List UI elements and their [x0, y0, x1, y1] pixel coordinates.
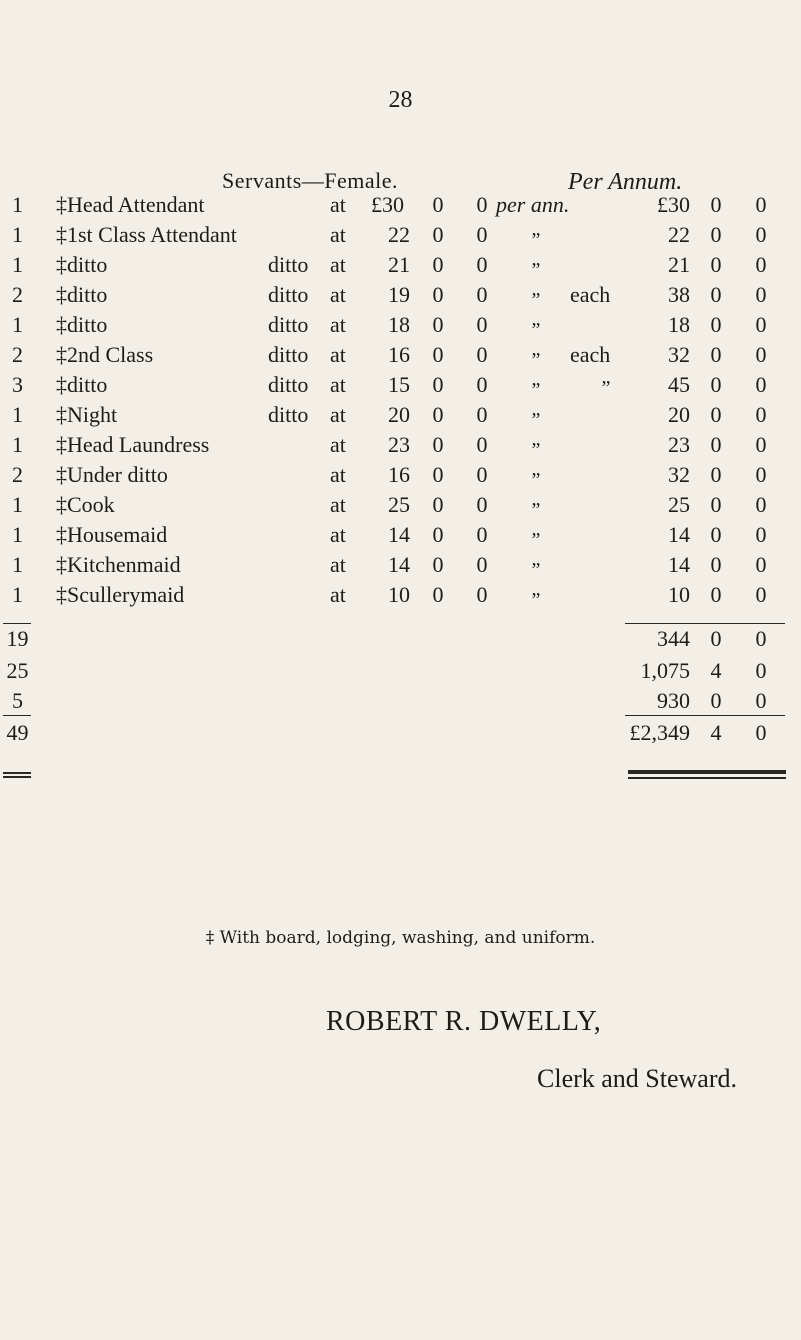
servant-description: ‡1st Class Attendant: [56, 222, 237, 247]
total-pence: 0: [755, 432, 767, 457]
rate-pence: 0: [476, 342, 488, 367]
subtotal-pounds: 1,075: [640, 658, 690, 683]
rate-pence: 0: [476, 492, 488, 517]
item-count: 1: [12, 222, 23, 247]
total-shillings: 0: [710, 402, 722, 427]
item-count: 1: [12, 402, 23, 427]
subtotal-pence: 0: [755, 626, 767, 651]
table-row: [0, 524, 801, 554]
total-pence: 0: [755, 192, 767, 217]
total-pence: 0: [755, 372, 767, 397]
ditto-mark: ”: [531, 259, 541, 281]
total-pence: 0: [755, 342, 767, 367]
table-row: [0, 434, 801, 464]
rate-pence: 0: [476, 222, 488, 247]
at-label: at: [330, 522, 346, 547]
ditto-mark: ”: [531, 409, 541, 431]
total-shillings: 0: [710, 522, 722, 547]
ditto-mark: ”: [531, 529, 541, 551]
subtotal-shillings: 0: [710, 688, 722, 713]
item-count: 2: [12, 282, 23, 307]
servant-description: ‡Cook: [56, 492, 115, 517]
ditto-mark: ”: [601, 377, 611, 399]
count-double-rule: [3, 772, 31, 774]
at-label: at: [330, 402, 346, 427]
total-double-rule: [628, 770, 786, 774]
signature-name: ROBERT R. DWELLY,: [326, 1006, 602, 1037]
total-shillings: 0: [710, 432, 722, 457]
servant-description: ‡Head Attendant: [56, 192, 205, 217]
each-label: each: [570, 282, 611, 307]
total-pence: 0: [755, 252, 767, 277]
rate-shillings: 0: [432, 582, 444, 607]
total-shillings: 0: [710, 342, 722, 367]
table-row: [0, 344, 801, 374]
total-pounds: 14: [668, 552, 690, 577]
rate-shillings: 0: [432, 222, 444, 247]
rate-shillings: 0: [432, 252, 444, 277]
rate-pence: 0: [476, 402, 488, 427]
rate-pounds: 22: [388, 222, 410, 247]
item-count: 1: [12, 522, 23, 547]
servant-description: ‡Under ditto: [56, 462, 168, 487]
signature-title: Clerk and Steward.: [537, 1064, 738, 1093]
rate-shillings: 0: [432, 462, 444, 487]
table-row: [0, 374, 801, 404]
ditto-description: ditto: [268, 342, 309, 367]
rate-pounds: 16: [388, 462, 410, 487]
rate-pence: 0: [476, 252, 488, 277]
ditto-mark: ”: [531, 289, 541, 311]
grand-total-row: [0, 722, 801, 752]
rate-pounds: 25: [388, 492, 410, 517]
rate-shillings: 0: [432, 492, 444, 517]
total-shillings: 0: [710, 372, 722, 397]
rate-pounds: 16: [388, 342, 410, 367]
at-label: at: [330, 192, 346, 217]
table-row: [0, 314, 801, 344]
servant-description: ‡ditto: [56, 252, 108, 277]
rate-shillings: 0: [432, 342, 444, 367]
at-label: at: [330, 462, 346, 487]
servant-description: ‡Scullerymaid: [56, 582, 185, 607]
rate-pounds: 19: [388, 282, 410, 307]
total-pounds: 21: [668, 252, 690, 277]
total-pence: 0: [755, 462, 767, 487]
item-count: 1: [12, 252, 23, 277]
grand-total-count: 49: [6, 720, 29, 745]
item-count: 1: [12, 192, 23, 217]
total-pence: 0: [755, 582, 767, 607]
total-shillings: 0: [710, 222, 722, 247]
total-rule: [625, 623, 785, 624]
item-count: 1: [12, 492, 23, 517]
table-row: [0, 464, 801, 494]
grand-total-pounds: £2,349: [629, 720, 690, 745]
subtotal-pounds: 344: [657, 626, 690, 651]
total-pounds: 18: [668, 312, 690, 337]
servant-description: ‡2nd Class: [56, 342, 154, 367]
total-pounds: 23: [668, 432, 690, 457]
subtotal-row: [0, 660, 801, 690]
at-label: at: [330, 342, 346, 367]
total-pounds: 20: [668, 402, 690, 427]
total-shillings: 0: [710, 582, 722, 607]
ditto-mark: ”: [531, 229, 541, 251]
servant-description: ‡Night: [56, 402, 118, 427]
item-count: 3: [12, 372, 23, 397]
subtotal-shillings: 4: [710, 658, 722, 683]
rate-pence: 0: [476, 582, 488, 607]
table-row: [0, 494, 801, 524]
rate-pounds: 14: [388, 552, 410, 577]
rate-shillings: 0: [432, 402, 444, 427]
at-label: at: [330, 552, 346, 577]
total-pence: 0: [755, 522, 767, 547]
rate-shillings: 0: [432, 552, 444, 577]
total-pounds: 32: [668, 462, 690, 487]
total-pence: 0: [755, 402, 767, 427]
subtotal-count: 5: [12, 688, 23, 713]
total-pounds: 45: [668, 372, 690, 397]
count-rule: [3, 623, 31, 624]
rate-pounds: 15: [388, 372, 410, 397]
ditto-mark: ”: [531, 439, 541, 461]
section-heading: Servants—Female.: [222, 168, 399, 193]
total-pounds: 25: [668, 492, 690, 517]
table-row: [0, 554, 801, 584]
ditto-mark: ”: [531, 379, 541, 401]
ditto-mark: ”: [531, 499, 541, 521]
per-annum-heading: Per Annum.: [568, 169, 683, 195]
at-label: at: [330, 372, 346, 397]
ditto-description: ditto: [268, 312, 309, 337]
total-double-rule: [628, 777, 786, 779]
total-pounds: 22: [668, 222, 690, 247]
servant-description: ‡Kitchenmaid: [56, 552, 181, 577]
footnote: ‡ With board, lodging, washing, and uniform.: [205, 928, 596, 948]
table-row: [0, 284, 801, 314]
grand-total-pence: 0: [755, 720, 767, 745]
total-shillings: 0: [710, 282, 722, 307]
total-pence: 0: [755, 282, 767, 307]
subtotal-pence: 0: [755, 688, 767, 713]
total-pounds: 32: [668, 342, 690, 367]
rate-pounds: 20: [388, 402, 410, 427]
rate-pounds: 21: [388, 252, 410, 277]
total-pence: 0: [755, 492, 767, 517]
ditto-mark: ”: [531, 559, 541, 581]
rate-shillings: 0: [432, 372, 444, 397]
table-row: [0, 254, 801, 284]
item-count: 2: [12, 342, 23, 367]
servant-description: ‡ditto: [56, 372, 108, 397]
total-shillings: 0: [710, 462, 722, 487]
total-pence: 0: [755, 312, 767, 337]
rate-pounds: 23: [388, 432, 410, 457]
table-row: [0, 584, 801, 614]
rate-pence: 0: [476, 552, 488, 577]
subtotal-shillings: 0: [710, 626, 722, 651]
subtotal-pounds: 930: [657, 688, 690, 713]
table-row: [0, 224, 801, 254]
at-label: at: [330, 492, 346, 517]
rate-pounds: 14: [388, 522, 410, 547]
per-annum-label: per ann.: [496, 192, 570, 217]
each-label: each: [570, 342, 611, 367]
item-count: 2: [12, 462, 23, 487]
subtotal-pence: 0: [755, 658, 767, 683]
rate-shillings: 0: [432, 282, 444, 307]
rate-shillings: 0: [432, 432, 444, 457]
rate-shillings: 0: [432, 312, 444, 337]
ditto-description: ditto: [268, 402, 309, 427]
rate-pence: 0: [476, 432, 488, 457]
rate-shillings: 0: [432, 192, 444, 217]
at-label: at: [330, 582, 346, 607]
total-shillings: 0: [710, 252, 722, 277]
item-count: 1: [12, 432, 23, 457]
servant-description: ‡Housemaid: [56, 522, 168, 547]
rate-pence: 0: [476, 522, 488, 547]
rate-pence: 0: [476, 462, 488, 487]
item-count: 1: [12, 312, 23, 337]
ditto-description: ditto: [268, 252, 309, 277]
servant-description: ‡ditto: [56, 312, 108, 337]
ditto-description: ditto: [268, 282, 309, 307]
ditto-mark: ”: [531, 469, 541, 491]
rate-pounds: 18: [388, 312, 410, 337]
count-rule: [3, 715, 31, 716]
table-row: [0, 404, 801, 434]
rate-pence: 0: [476, 372, 488, 397]
ditto-mark: ”: [531, 349, 541, 371]
rate-pence: 0: [476, 282, 488, 307]
total-shillings: 0: [710, 552, 722, 577]
item-count: 1: [12, 552, 23, 577]
at-label: at: [330, 252, 346, 277]
grand-total-shillings: 4: [710, 720, 722, 745]
ditto-mark: ”: [531, 319, 541, 341]
at-label: at: [330, 282, 346, 307]
total-pounds: 14: [668, 522, 690, 547]
total-pounds: 10: [668, 582, 690, 607]
total-shillings: 0: [710, 312, 722, 337]
count-double-rule: [3, 776, 31, 778]
subtotal-row: [0, 628, 801, 658]
total-pounds: 38: [668, 282, 690, 307]
total-pence: 0: [755, 552, 767, 577]
rate-pounds: £30: [371, 192, 404, 217]
total-shillings: 0: [710, 192, 722, 217]
ditto-description: ditto: [268, 372, 309, 397]
rate-pence: 0: [476, 192, 488, 217]
servant-description: ‡ditto: [56, 282, 108, 307]
total-shillings: 0: [710, 492, 722, 517]
subtotal-count: 19: [6, 626, 29, 651]
total-pence: 0: [755, 222, 767, 247]
subtotal-count: 25: [6, 658, 29, 683]
ditto-mark: ”: [531, 589, 541, 611]
at-label: at: [330, 432, 346, 457]
item-count: 1: [12, 582, 23, 607]
rate-pence: 0: [476, 312, 488, 337]
rate-shillings: 0: [432, 522, 444, 547]
page-number: 28: [388, 87, 413, 113]
at-label: at: [330, 312, 346, 337]
total-rule: [625, 715, 785, 716]
rate-pounds: 10: [388, 582, 410, 607]
table-row: [0, 194, 801, 224]
at-label: at: [330, 222, 346, 247]
total-pounds: £30: [657, 192, 690, 217]
servant-description: ‡Head Laundress: [56, 432, 210, 457]
